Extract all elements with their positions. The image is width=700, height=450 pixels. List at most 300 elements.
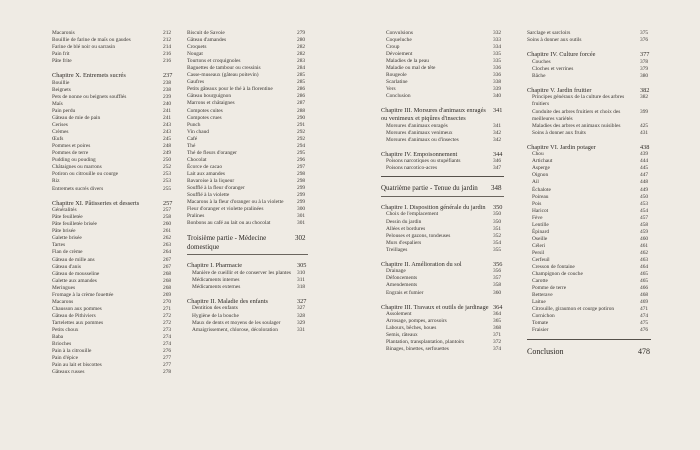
toc-entry-page: 294 — [297, 142, 306, 149]
toc-entry-page: 270 — [163, 298, 172, 305]
toc-entry-page: 474 — [640, 313, 649, 320]
toc-entry-page: 269 — [163, 291, 172, 298]
toc-entry-page: 299 — [297, 192, 306, 199]
toc-entry-title: Oseille — [532, 235, 548, 242]
toc-entry — [381, 86, 504, 93]
toc-entry-page: 460 — [640, 235, 649, 242]
toc-entry-title: Semis, râteaux — [386, 332, 418, 339]
toc-entry-page: 450 — [640, 193, 649, 200]
toc-entry-title: Gâteau bourguignon — [187, 93, 232, 100]
chapter-title: Chapitre IV. Empoisonnement — [381, 150, 458, 158]
toc-entry-page: 279 — [297, 30, 306, 36]
toc-entry — [187, 37, 308, 44]
section-divider — [187, 254, 308, 255]
chapter-page: 341 — [493, 107, 503, 115]
toc-entry-page: 457 — [640, 214, 649, 221]
toc-entry-title: Dessin du jardin — [386, 218, 422, 225]
toc-entry-page: 292 — [297, 135, 306, 142]
toc-entry — [187, 171, 308, 178]
toc-entry — [381, 240, 504, 247]
toc-entry — [381, 165, 504, 172]
toc-entry-page: 250 — [163, 157, 172, 164]
toc-entry-title: Thé — [187, 142, 196, 149]
toc-entry-title: Laitue — [532, 299, 546, 306]
toc-entry-page: 271 — [163, 305, 172, 312]
toc-entry-page: 301 — [297, 220, 306, 227]
toc-entry — [52, 136, 174, 143]
toc-entry-title: Cerfeuil — [532, 257, 550, 263]
toc-entry — [187, 115, 308, 122]
toc-entry-title: Amendements — [386, 282, 418, 289]
toc-entry — [381, 318, 504, 325]
toc-entry — [527, 264, 651, 271]
toc-entry-title: Persil — [532, 249, 545, 256]
section-divider — [381, 176, 504, 177]
toc-entry-title: Épinard — [532, 228, 550, 235]
toc-entry-page: 380 — [640, 72, 649, 79]
toc-entry — [52, 299, 174, 306]
toc-entry-page: 241 — [163, 108, 172, 115]
toc-entry-page: 216 — [163, 58, 172, 65]
toc-entry-title: Assolement — [386, 311, 412, 318]
toc-entry-title: Tomate — [532, 320, 549, 327]
toc-entry — [52, 186, 174, 193]
toc-entry-page: 371 — [493, 332, 502, 339]
toc-entry-page: 458 — [640, 221, 649, 228]
toc-entry — [52, 178, 174, 185]
toc-entry-page: 335 — [493, 51, 502, 58]
toc-column-3 — [381, 30, 504, 353]
toc-entry-title: Soins à donner aux fruits — [532, 129, 586, 136]
chapter-heading — [187, 262, 308, 270]
chapter-heading — [527, 87, 651, 95]
toc-entry-page: 283 — [297, 58, 306, 65]
toc-entry-title: Conduite des arbres fruitiers et choix des meilleures variétés — [532, 108, 621, 122]
toc-entry-page: 476 — [640, 327, 649, 334]
toc-entry-title: Pâte brisée — [52, 228, 76, 235]
toc-entry — [527, 109, 651, 123]
toc-entry-page: 471 — [640, 306, 649, 313]
toc-entry-title: Écorce de cacao — [187, 163, 223, 170]
toc-entry-page: 288 — [297, 107, 306, 114]
toc-entry-page: 376 — [640, 37, 649, 44]
toc-entry — [187, 206, 308, 213]
toc-entry-title: Convulsions — [386, 30, 413, 36]
toc-entry-title: Cornichon — [532, 313, 555, 320]
toc-entry — [527, 187, 651, 194]
part-title: Quatrième partie - Tenue du jardin — [381, 184, 478, 193]
toc-entry — [527, 208, 651, 215]
toc-entry — [381, 137, 504, 144]
toc-entry-title: Conclusion — [386, 93, 411, 100]
toc-entry — [381, 123, 504, 130]
toc-entry-page: 297 — [297, 163, 306, 170]
toc-entry-title: Compotes cuites — [187, 107, 223, 114]
toc-entry-page: 274 — [163, 341, 172, 348]
toc-entry-title: Flan de crème — [52, 249, 83, 256]
toc-entry-title: Dévoiement — [386, 51, 413, 58]
toc-entry-title: Café — [187, 135, 198, 142]
toc-entry — [527, 179, 651, 186]
toc-entry-title: Pelouses et gazons, tondeuses — [386, 232, 451, 239]
toc-entry — [52, 58, 174, 65]
toc-entry — [187, 108, 308, 115]
toc-entry-title: Galette aux amandes — [52, 277, 97, 284]
toc-entry-page: 462 — [640, 249, 649, 256]
toc-entry-page: 260 — [163, 221, 172, 228]
toc-entry-title: Gâteau d'amandes — [187, 37, 227, 44]
toc-entry-page: 241 — [163, 115, 172, 122]
toc-entry — [52, 320, 174, 327]
toc-entry — [52, 306, 174, 313]
toc-entry-title: Drainage — [386, 268, 406, 275]
toc-entry — [381, 211, 504, 218]
toc-entry-page: 331 — [297, 326, 306, 333]
toc-entry — [52, 221, 174, 228]
toc-entry — [52, 249, 174, 256]
toc-entry-page: 292 — [297, 128, 306, 135]
chapter-title: Chapitre IV. Culture forcée — [527, 51, 596, 59]
toc-entry-page: 298 — [297, 170, 306, 177]
toc-entry-page: 255 — [163, 185, 172, 192]
toc-entry-page: 356 — [493, 268, 502, 275]
chapter-page: 257 — [163, 199, 173, 207]
toc-entry-page: 475 — [640, 320, 649, 327]
toc-entry-title: Coqueluche — [386, 37, 412, 44]
toc-entry-page: 352 — [493, 232, 502, 239]
toc-entry — [527, 222, 651, 229]
toc-entry-page: 360 — [493, 289, 502, 296]
toc-entry-page: 346 — [493, 158, 502, 165]
toc-entry-page: 240 — [163, 100, 172, 107]
toc-entry — [52, 150, 174, 157]
toc-entry — [187, 58, 308, 65]
toc-entry-title: Rougeole — [386, 72, 407, 79]
chapter-title: Chapitre V. Jardin fruitier — [527, 86, 592, 94]
toc-entry-title: Baguettes de tambour ou cressinis — [187, 65, 261, 72]
toc-entry — [187, 72, 308, 79]
chapter-page: 438 — [640, 143, 650, 151]
toc-entry — [527, 250, 651, 257]
toc-entry — [187, 136, 308, 143]
chapter-page: 382 — [640, 86, 650, 94]
toc-entry-page: 272 — [163, 319, 172, 326]
toc-entry-title: Beignets — [52, 86, 71, 93]
toc-entry-page: 327 — [297, 305, 306, 312]
toc-entry-page: 285 — [297, 72, 306, 79]
toc-entry — [527, 66, 651, 73]
toc-entry-page: 329 — [297, 319, 306, 326]
toc-entry-title: Brioches — [52, 341, 72, 348]
toc-entry — [527, 94, 651, 108]
toc-entry-title: Punch — [187, 121, 201, 128]
toc-entry — [381, 346, 504, 353]
toc-entry-page: 454 — [640, 207, 649, 214]
toc-entry-page: 267 — [163, 263, 172, 270]
chapter-page: 356 — [493, 260, 503, 268]
toc-entry-title: Pralines — [187, 213, 205, 220]
part-heading — [381, 184, 504, 192]
toc-entry — [381, 93, 504, 100]
toc-entry-title: Pommes et poires — [52, 143, 91, 150]
toc-entry — [187, 178, 308, 185]
toc-entry-page: 358 — [493, 282, 502, 289]
toc-entry-page: 295 — [297, 149, 306, 156]
toc-entry — [52, 171, 174, 178]
toc-entry — [381, 72, 504, 79]
toc-entry-title: Asperge — [532, 165, 550, 172]
part-heading — [187, 234, 308, 251]
toc-entry-page: 290 — [297, 114, 306, 121]
toc-entry-title: Châtaignes ou marrons — [52, 164, 102, 171]
toc-entry-page: 334 — [493, 44, 502, 51]
toc-entry-title: Lentille — [532, 221, 549, 228]
toc-entry-page: 311 — [297, 276, 305, 283]
toc-entry — [52, 94, 174, 101]
toc-entry-page: 357 — [493, 275, 502, 282]
toc-entry-page: 448 — [640, 179, 649, 186]
toc-entry-page: 214 — [163, 44, 172, 51]
toc-entry-page: 274 — [163, 334, 172, 341]
toc-entry-title: Pâte frite — [52, 58, 72, 65]
chapter-page: 305 — [297, 262, 307, 270]
toc-entry-title: Gâteau de Pithiviers — [52, 312, 96, 319]
section-divider — [527, 339, 651, 340]
chapter-title: Chapitre II. Maladie des enfants — [187, 297, 268, 305]
toc-entry-page: 287 — [297, 100, 306, 107]
toc-entry-title: Pommes de terre — [52, 150, 89, 157]
toc-entry — [187, 305, 308, 312]
toc-entry — [52, 108, 174, 115]
toc-entry-page: 282 — [297, 51, 306, 58]
toc-entry — [381, 37, 504, 44]
toc-entry-title: Binages, binettes, serfouettes — [386, 346, 449, 353]
toc-entry-title: Manière de cueillir et de conserver les plantes — [192, 269, 291, 276]
toc-entry — [527, 285, 651, 292]
toc-entry-page: 249 — [163, 150, 172, 157]
chapter-title: Chapitre II. Amélioration du sol — [381, 260, 462, 268]
toc-entry-page: 301 — [297, 213, 306, 220]
toc-entry — [527, 320, 651, 327]
toc-entry-page: 243 — [163, 122, 172, 129]
toc-entry — [381, 275, 504, 282]
toc-entry — [187, 150, 308, 157]
toc-entry — [187, 93, 308, 100]
toc-entry-page: 258 — [163, 214, 172, 221]
toc-entry-page: 286 — [297, 93, 306, 100]
toc-entry-title: Gâteau de mie de pain — [52, 115, 101, 122]
toc-entry — [381, 311, 504, 318]
toc-entry — [187, 284, 308, 291]
toc-entry-title: Maladies de la peau — [386, 58, 429, 65]
toc-entry-title: Potiron ou citrouille ou courge — [52, 171, 119, 178]
chapter-heading — [381, 261, 504, 269]
toc-entry-page: 257 — [163, 207, 172, 214]
toc-entry-title: Gaufres — [187, 79, 205, 86]
toc-entry-title: Pain frit — [52, 51, 70, 58]
toc-entry — [527, 271, 651, 278]
toc-entry-title: Généralités — [52, 207, 77, 214]
toc-entry-title: Labours, bêches, houes — [386, 325, 437, 332]
toc-entry — [381, 65, 504, 72]
toc-entry-title: Plantation, transplantation, plantoirs — [386, 339, 465, 346]
toc-entry-title: Fève — [532, 214, 543, 221]
toc-entry-title: Scarlatine — [386, 79, 408, 86]
toc-entry-page: 431 — [640, 129, 649, 136]
toc-entry-page: 252 — [163, 164, 172, 171]
toc-entry-title: Bonbons au café au lait ou au chocolat — [187, 220, 271, 227]
toc-entry — [52, 44, 174, 51]
toc-entry-page: 276 — [163, 348, 172, 355]
chapter-title: Chapitre VI. Jardin potager — [527, 143, 596, 151]
toc-column-2 — [187, 30, 308, 334]
chapter-title: Chapitre I. Disposition générale du jardin — [381, 203, 486, 211]
toc-entry-title: Cerises — [52, 122, 68, 129]
toc-entry — [381, 290, 504, 297]
toc-entry-page: 268 — [163, 270, 172, 277]
toc-entry-page: 285 — [297, 79, 306, 86]
toc-entry-page: 350 — [493, 211, 502, 218]
toc-entry-title: Bouillie de farine de maïs ou gaudes — [52, 37, 131, 44]
toc-entry-page: 277 — [163, 355, 172, 362]
toc-entry-page: 212 — [163, 37, 172, 44]
toc-entry — [527, 306, 651, 313]
toc-entry-page: 318 — [297, 283, 306, 290]
toc-entry-title: Petits choux — [52, 326, 79, 333]
toc-entry — [381, 247, 504, 254]
toc-entry-title: Gâteau de mousseline — [52, 270, 100, 277]
chapter-page: 327 — [297, 297, 307, 305]
toc-entry-title: Poisons narcotiques ou stupéfiants — [386, 158, 461, 165]
toc-entry-page: 278 — [163, 369, 172, 376]
toc-entry-title: Pain perdu — [52, 108, 76, 115]
toc-entry-page: 300 — [297, 206, 306, 213]
toc-entry — [187, 320, 308, 327]
toc-entry-page: 238 — [163, 79, 172, 86]
toc-entry-title: Croquets — [187, 44, 207, 51]
toc-entry-title: Soins à donner aux outils — [527, 37, 582, 44]
toc-entry-title: Gâteau d'anis — [52, 263, 81, 270]
toc-entry-page: 372 — [493, 339, 502, 346]
toc-entry-title: Cloches et verrines — [532, 65, 574, 72]
toc-entry-title: Bavaroise à la liqueur — [187, 177, 235, 184]
toc-entry-page: 445 — [640, 165, 649, 172]
toc-entry — [52, 348, 174, 355]
chapter-page: 344 — [493, 150, 503, 158]
toc-entry-page: 341 — [493, 122, 502, 129]
toc-entry — [527, 30, 651, 37]
toc-entry-page: 374 — [493, 346, 502, 353]
toc-entry — [527, 158, 651, 165]
toc-entry-page: 378 — [640, 58, 649, 65]
toc-entry-title: Maladie ou mal de tête — [386, 65, 436, 72]
toc-entry-title: Bâche — [532, 72, 546, 79]
toc-entry-title: Gâteau de mille ans — [52, 256, 95, 263]
toc-entry-page: 253 — [163, 178, 172, 185]
toc-entry — [187, 86, 308, 93]
toc-entry-title: Dentition des enfants — [192, 305, 238, 312]
toc-entry-title: Couches — [532, 58, 551, 65]
toc-entry-title: Maux de dents et moyens de les soulager — [192, 319, 281, 326]
chapter-title: Chapitre III. Morsures d'animaux enragés ou venimeux et piqûres d'insectes — [381, 107, 486, 123]
section-divider — [381, 196, 504, 197]
toc-entry-title: Farine de blé noir ou sarrasin — [52, 44, 116, 51]
toc-entry-page: 272 — [163, 312, 172, 319]
toc-entry-title: Médicaments internes — [192, 276, 240, 283]
toc-entry-page: 365 — [493, 318, 502, 325]
chapter-page: 377 — [640, 51, 650, 59]
toc-entry — [52, 285, 174, 292]
toc-entry — [527, 292, 651, 299]
toc-entry-title: Fraisier — [532, 327, 549, 334]
toc-entry-title: Macarons à la fleur d'oranger ou à la violette — [187, 199, 284, 206]
toc-entry-page: 338 — [493, 79, 502, 86]
toc-entry — [527, 327, 651, 334]
toc-entry-page: 379 — [640, 65, 649, 72]
toc-entry — [381, 51, 504, 58]
toc-entry — [187, 129, 308, 136]
toc-entry-title: Tartelettes aux pommes — [52, 319, 104, 326]
toc-entry — [52, 101, 174, 108]
toc-entry — [527, 236, 651, 243]
toc-entry-page: 444 — [640, 158, 649, 165]
part-page: 478 — [638, 346, 650, 356]
toc-entry-page: 216 — [163, 51, 172, 58]
toc-entry-title: Marrons et châtaignes — [187, 100, 235, 107]
toc-entry-page: 468 — [640, 292, 649, 299]
toc-entry-page: 469 — [640, 299, 649, 306]
toc-entry-title: Pomme de terre — [532, 285, 567, 292]
toc-entry-page: 296 — [297, 156, 306, 163]
toc-entry — [52, 228, 174, 235]
toc-entry-page: 340 — [493, 93, 502, 100]
part-title: Conclusion — [527, 346, 564, 356]
toc-entry-title: Treillages — [386, 246, 408, 253]
toc-entry — [52, 264, 174, 271]
toc-entry — [52, 334, 174, 341]
toc-entry — [381, 332, 504, 339]
toc-entry — [381, 325, 504, 332]
toc-entry — [52, 292, 174, 299]
toc-entry — [527, 37, 651, 44]
toc-entry-page: 449 — [640, 186, 649, 193]
toc-entry-title: Ail — [532, 179, 539, 186]
toc-entry — [52, 341, 174, 348]
chapter-page: 364 — [493, 303, 503, 311]
toc-entry-title: Pain au lait et biscottes — [52, 362, 102, 369]
toc-entry-page: 342 — [493, 129, 502, 136]
toc-entry-title: Murs d'espaliers — [386, 239, 422, 246]
toc-entry — [187, 327, 308, 334]
toc-entry-title: Thé de fleurs d'oranger — [187, 149, 237, 156]
toc-entry — [187, 51, 308, 58]
toc-entry-title: Défoncements — [386, 275, 418, 282]
toc-entry-page: 351 — [493, 225, 502, 232]
chapter-page: 237 — [163, 72, 173, 80]
toc-entry-title: Biscuit de Savoie — [187, 30, 225, 36]
toc-entry-page: 464 — [640, 264, 649, 271]
toc-entry — [187, 100, 308, 107]
toc-entry-title: Choix de l'emplacement — [386, 211, 439, 218]
toc-entry-page: 354 — [493, 239, 502, 246]
toc-entry-title: Galette brisée — [52, 235, 82, 242]
toc-entry-page: 335 — [493, 58, 502, 65]
part-title: Troisième partie - Médecine domestique — [187, 234, 267, 251]
toc-entry-title: Nougat — [187, 51, 203, 58]
toc-entry-page: 465 — [640, 278, 649, 285]
toc-entry-page: 310 — [297, 269, 306, 276]
toc-entry — [52, 122, 174, 129]
